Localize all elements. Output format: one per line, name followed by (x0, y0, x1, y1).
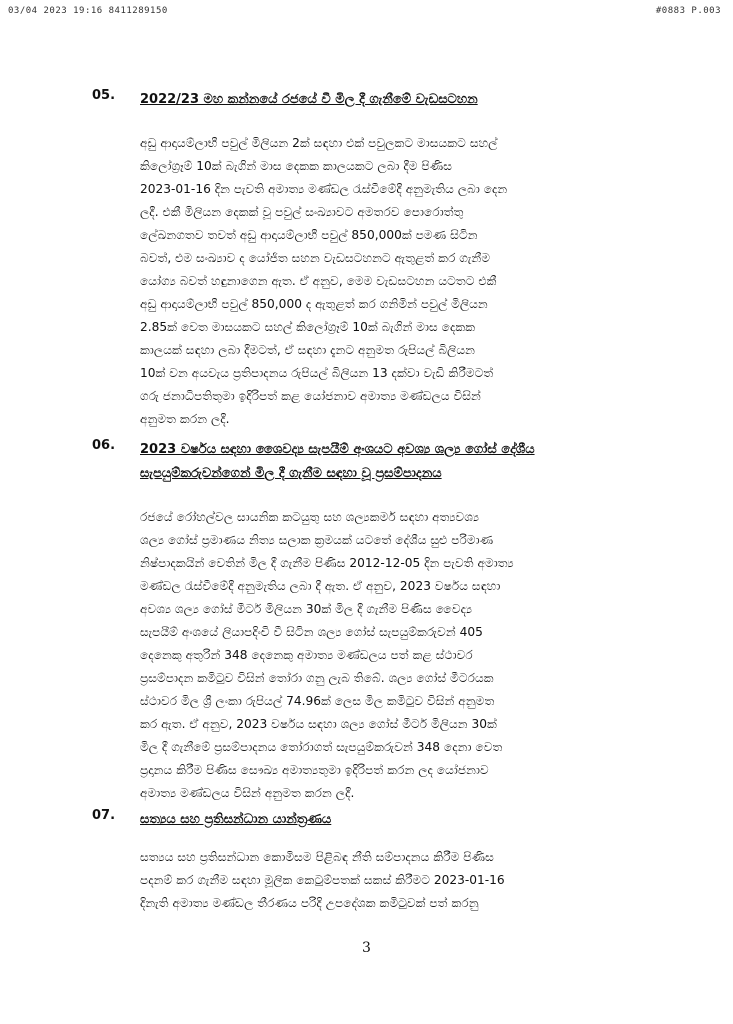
body-line: ප්‍රදානය කිරීම පිණිස සෞඛ්‍ය අමාත්‍යතුමා ඉදිරිපත් කරන ලද යෝජනාව (140, 763, 489, 777)
body-line: ස්ථාවර මිල ශ්‍රී ලංකා රුපියල් 74.96ක් ලෙස මිල කමිටුව විසින් අනුමත (140, 694, 495, 708)
section-number: 07. (92, 808, 116, 823)
body-line: ගරු ජනාධිපතිතුමා ඉදිරිපත් කළ යෝජනාව අමාත්‍ය මණ්ඩලය විසින් (140, 389, 481, 403)
fax-header-left: 03/04 2023 19:16 8411289150 (8, 6, 168, 16)
section-body (140, 506, 652, 805)
body-line: මණ්ඩල රැස්වීමේදී අනුමැතිය ලබා දී ඇත. ඒ අනුව, 2023 වර්ෂය සඳහා (140, 579, 501, 593)
body-line: කිලෝග්‍රෑම් 10ක් බැගින් මාස දෙකක කාලයකට ලබා දීම පිණිස (140, 159, 453, 173)
body-line: පදනම් කර ගැනීම සඳහා මූලික කෙටුම්පතක් සකස් කිරීමට 2023-01-16 (140, 873, 505, 887)
section-number: 05. (92, 88, 116, 103)
section-title-line: සත්‍යය සහ ප්‍රතිසන්ධාන යාන්ත්‍රණය (140, 812, 332, 827)
page-number: 3 (362, 940, 371, 956)
body-line: 2023-01-16 දින පැවති අමාත්‍ය මණ්ඩල රැස්වීමේදී අනුමැතිය ලබා දෙන (140, 182, 508, 196)
section-body (140, 846, 652, 915)
body-line: අඩු ආදායම්ලාභී පවුල් මිලියන 2ක් සඳහා එක් පවුලකට මාසයකට සහල් (140, 136, 498, 150)
body-line: යෝග්‍ය බවත් හඳුනාගෙන ඇත. ඒ අනුව, මෙම වැඩසටහන යටතට එකී (140, 274, 497, 288)
body-line: බවත්, එම සංඛ්‍යාව ද යෝජිත සහන වැඩසටහනට ඇතුළත් කර ගැනීම (140, 251, 491, 265)
body-line: නිෂ්පාදකයින් වෙතින් මිල දී ගැනීම පිණිස 2012-12-05 දින පැවති අමාත්‍ය (140, 556, 514, 570)
body-line: කාලයක් සඳහා ලබා දීමටත්, ඒ සඳහා දැනට අනුමත රුපියල් බිලියන (140, 343, 476, 357)
body-line: 2.85ක් වෙත මාසයකට සහල් කිලෝග්‍රෑම් 10ක් බැගින් මාස දෙකක (140, 320, 476, 334)
section-title-line: 2023 වර්ෂය සඳහා ශෛවද්‍ය සැපයීම් අංශයට අවශ්‍ය ශල්‍ය ගෝස් දේශීය (140, 442, 535, 457)
section-title-line: 2022/23 මහ කන්නයේ රජයේ වී මිල දී ගැනීමේ වැඩසටහන (140, 92, 478, 107)
body-line: රජයේ රෝහල්වල සායනික කටයුතු සහ ශල්‍යකර්ම සඳහා අත්‍යවශ්‍ය (140, 510, 480, 524)
section-title (140, 88, 478, 112)
body-line: ලදී. එකී මිලියන දෙකක් වූ පවුල් සංඛ්‍යාවට අමතරව පොරොත්තු (140, 205, 464, 219)
section-number: 06. (92, 438, 116, 453)
section-07 (92, 808, 652, 915)
fax-header (8, 6, 721, 16)
section-title-line: සැපයුම්කරුවන්ගෙන් මිල දී ගැනීම සඳහා වූ ප්‍රසම්පාදනය (140, 466, 442, 481)
section-title (140, 438, 535, 486)
section-heading (92, 438, 652, 486)
section-heading (92, 88, 652, 112)
body-line: අවශ්‍ය ශල්‍ය ගෝස් මීටර් මිලියන 30ක් මිල දී ගැනීම පිණිස වෛද්‍ය (140, 602, 473, 616)
body-line: අඩු ආදායම්ලාභී පවුල් 850,000 ද ඇතුළත් කර ගනිමින් පවුල් මිලියන (140, 297, 488, 311)
section-body (140, 132, 652, 431)
body-line: අමාත්‍ය මණ්ඩලය විසින් අනුමත කරන ලදී. (140, 786, 355, 800)
body-line: මිල දී ගැනීමේ ප්‍රසම්පාදනය තෝරාගත් සැපයුම්කරුවන් 348 දෙනා වෙත (140, 740, 503, 754)
fax-header-right: #0883 P.003 (655, 6, 721, 16)
body-line: අනුමත කරන ලදී. (140, 412, 230, 426)
section-title (140, 808, 331, 832)
body-line: කර ඇත. ඒ අනුව, 2023 වර්ෂය සඳහා ශල්‍ය ගෝස් මීටර් මිලියන 30ක් (140, 717, 497, 731)
body-line: සත්‍යය සහ ප්‍රතිසන්ධාන කොමිසම පිළිබඳ නීති සම්පාදනය කිරීම පිණිස (140, 850, 494, 864)
body-line: දිනැති අමාත්‍ය මණ්ඩල තීරණය පරිදි උපදේශක කමිටුවක් පත් කරනු (140, 896, 479, 910)
body-line: ප්‍රසම්පාදන කමිටුව විසින් තෝරා ගනු ලැබ තිබේ. ශල්‍ය ගෝස් මීටරයක (140, 671, 494, 685)
body-line: සැපයීම් අංශයේ ලියාපදිංචි වී සිටින ශල්‍ය ගෝස් සැපයුම්කරුවන් 405 (140, 625, 483, 639)
section-06 (92, 438, 652, 805)
body-line: ශල්‍ය ගෝස් ප්‍රමාණය නිත්‍ය සලාක ක්‍රමයක් යටතේ දේශීය සුළු පරිමාණ (140, 533, 494, 547)
section-heading (92, 808, 652, 832)
section-05 (92, 88, 652, 431)
body-line: 10ක් වන අයවැය ප්‍රතිපාදනය රුපියල් බිලියන 13 දක්වා වැඩි කිරීමටත් (140, 366, 494, 380)
body-line: ලේඛනගතව තවත් අඩු ආදායම්ලාභී පවුල් 850,000ක් පමණ සිටින (140, 228, 478, 242)
body-line: දෙනෙකු අතුරින් 348 දෙනෙකු අමාත්‍ය මණ්ඩලය පත් කළ ස්ථාවර (140, 648, 473, 662)
